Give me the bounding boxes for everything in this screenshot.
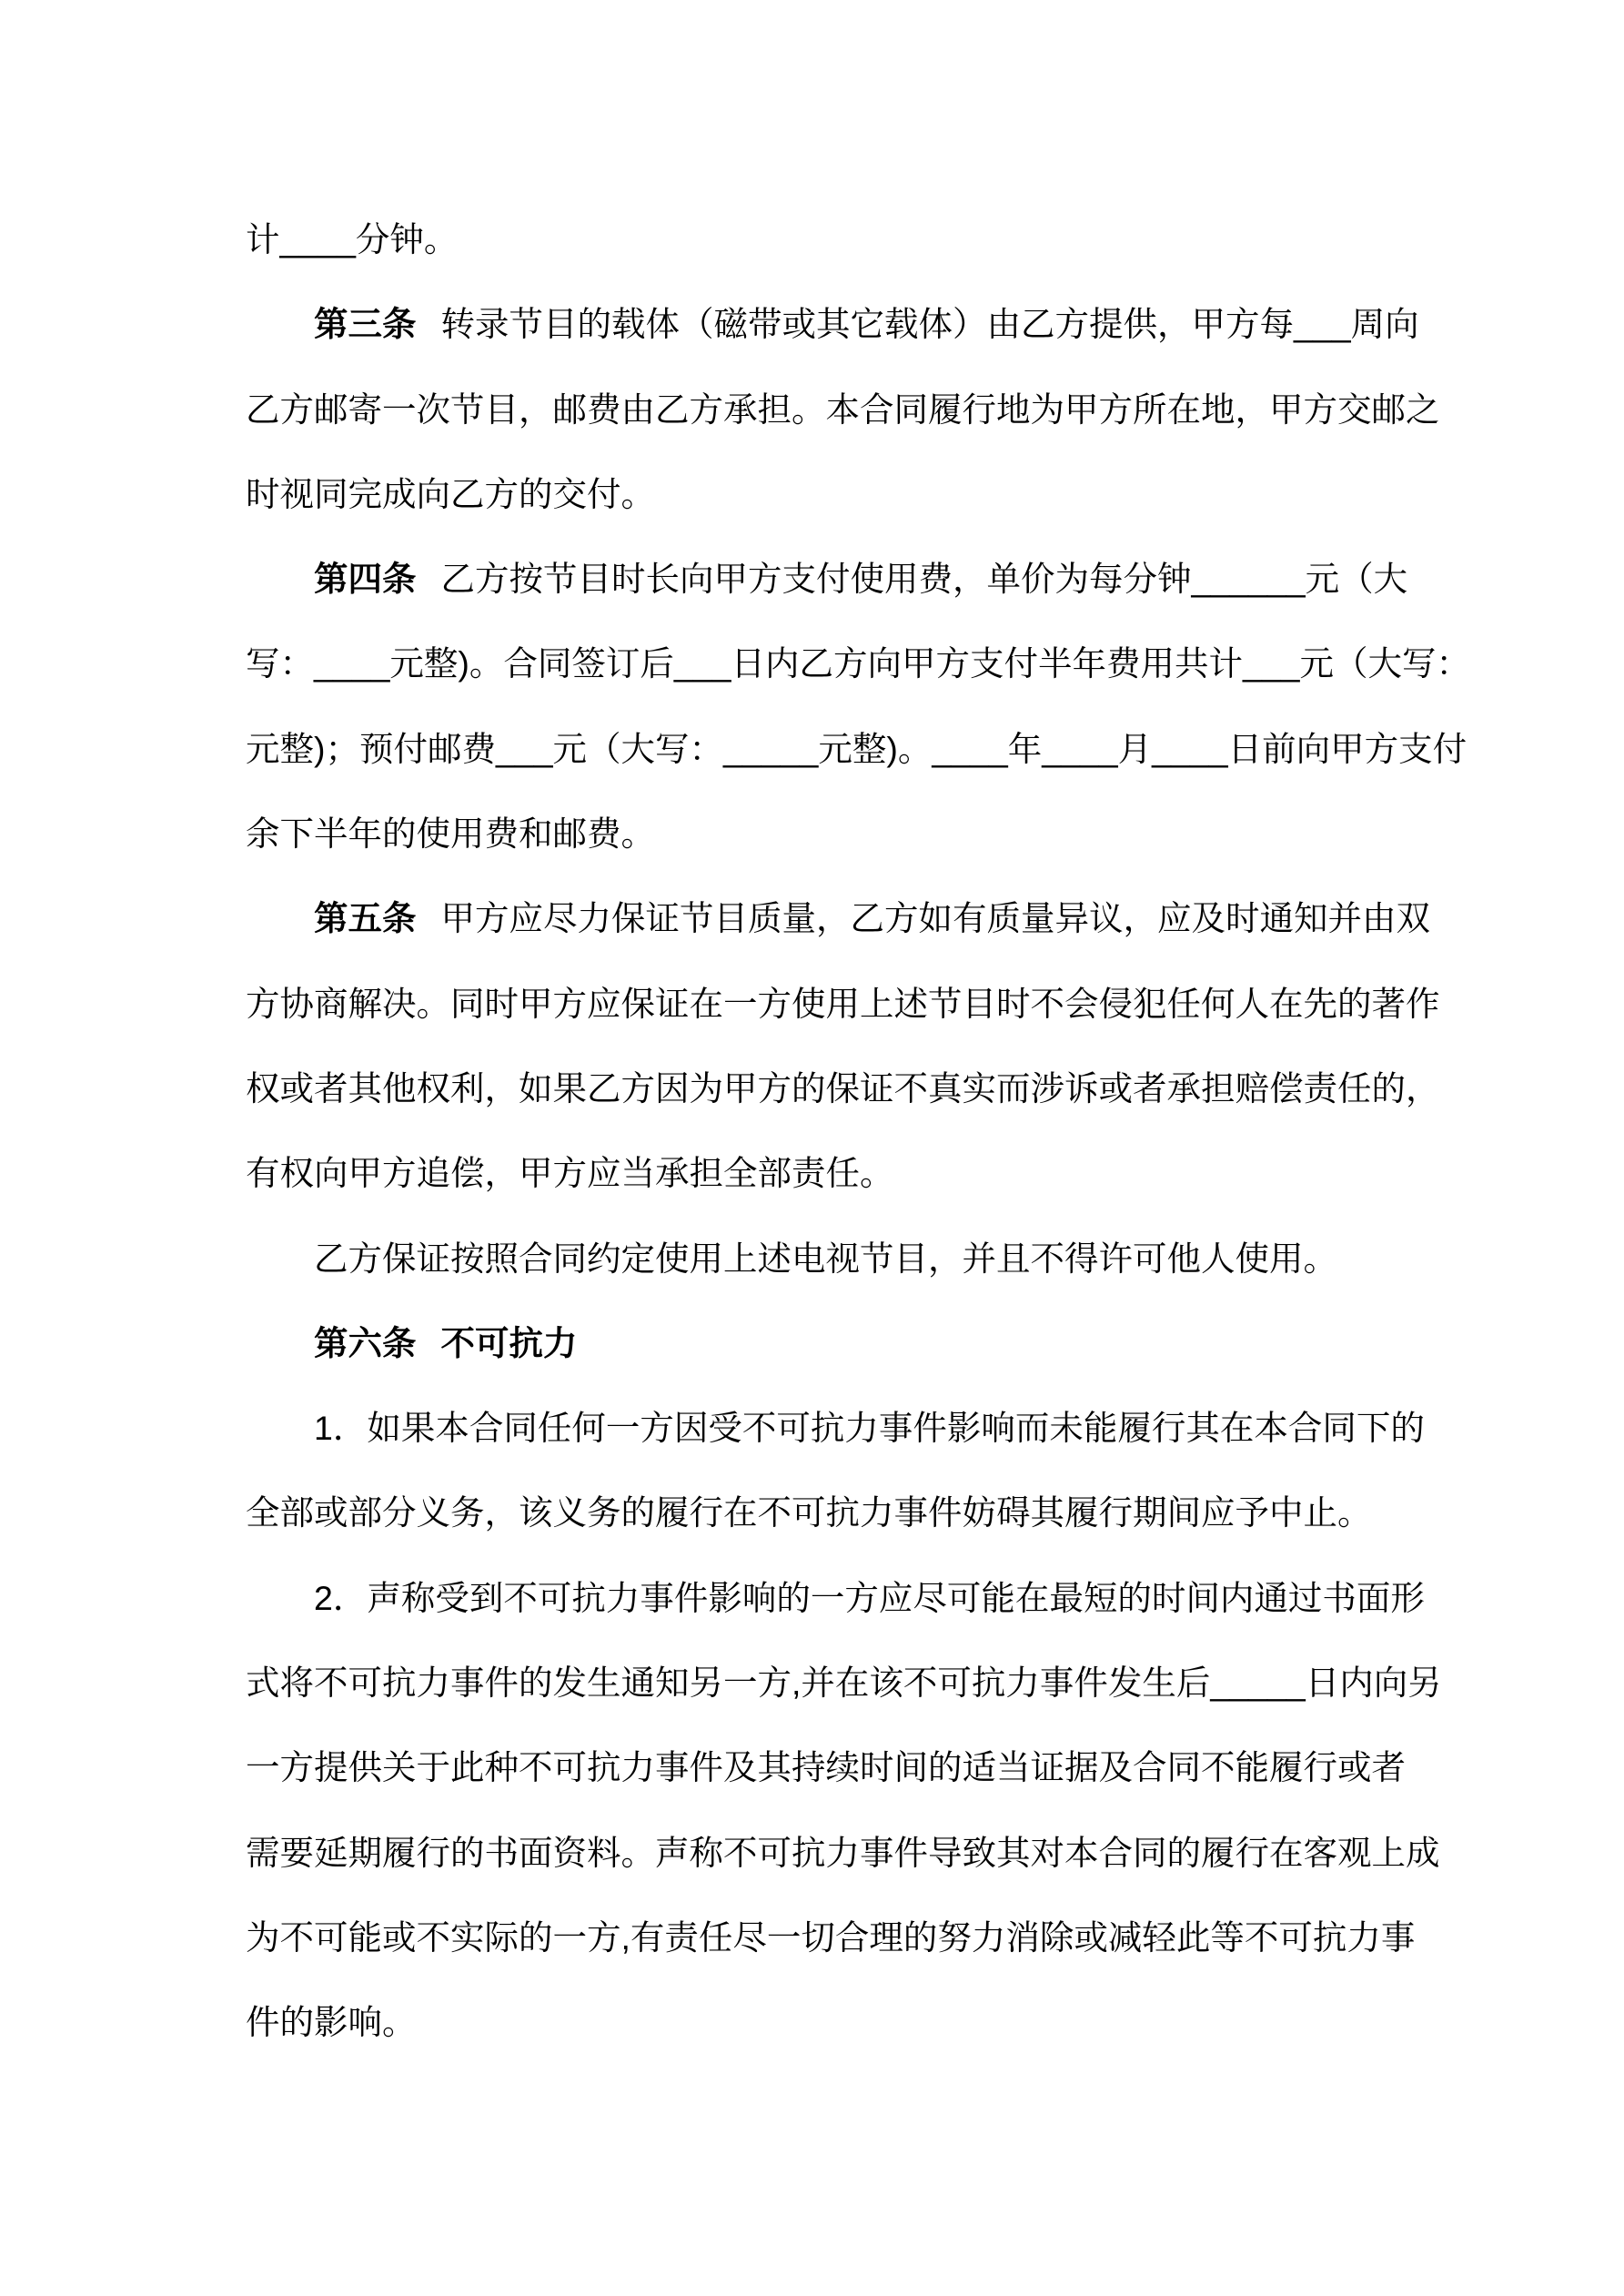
clause-body-text: 有权向甲方追偿，甲方应当承担全部责任。 xyxy=(246,1154,894,1193)
clause-body-text: 乙方邮寄一次节目，邮费由乙方承担。本合同履行地为甲方所在地，甲方交邮之 xyxy=(246,389,1440,429)
clause-body-text: 转录节目的载体（磁带或其它载体）由乙方提供，甲方每___周向 xyxy=(440,305,1419,344)
clause-body-text: 一方提供关于此种不可抗力事件及其持续时间的适当证据及合同不能履行或者 xyxy=(246,1748,1406,1787)
clause-heading-text: 第三条 xyxy=(314,305,417,344)
contract-line xyxy=(246,1131,1476,1216)
clause-heading-text: 第四条 xyxy=(314,560,417,599)
clause-body-text: 余下半年的使用费和邮费。 xyxy=(246,814,655,854)
clause-heading-text: 第六条 xyxy=(314,1323,417,1362)
clause-body-text: 乙方保证按照合同约定使用上述电视节目，并且不得许可他人使用。 xyxy=(314,1239,1337,1278)
clause-body-text: 甲方应尽力保证节目质量，乙方如有质量异议，应及时通知并由双 xyxy=(440,899,1430,938)
clause-body-text: 元整)；预付邮费___元（大写：_____元整)。____年____月____日前向甲方支付 xyxy=(246,729,1468,768)
contract-line xyxy=(246,962,1476,1047)
contract-body xyxy=(246,197,1476,2066)
clause-body-text: 乙方按节目时长向甲方支付使用费，单价为每分钟______元（大 xyxy=(440,560,1408,599)
clause-heading-text: 不可抗力 xyxy=(440,1323,578,1362)
contract-line xyxy=(246,452,1476,537)
clause-body-text: 全部或部分义务，该义务的履行在不可抗力事件妨碍其履行期间应予中止。 xyxy=(246,1493,1372,1532)
clause-body-text: 需要延期履行的书面资料。声称不可抗力事件导致其对本合同的履行在客观上成 xyxy=(246,1833,1440,1872)
contract-line xyxy=(246,792,1476,876)
clause-body-text: 2．声称受到不可抗力事件影响的一方应尽可能在最短的时间内通过书面形 xyxy=(314,1578,1425,1617)
contract-line xyxy=(246,1217,1476,1301)
contract-line xyxy=(246,1386,1476,1471)
contract-line xyxy=(246,1641,1476,1725)
contract-line xyxy=(246,537,1476,622)
clause-body-text: 式将不可抗力事件的发生通知另一方,并在该不可抗力事件发生后_____日内向另 xyxy=(246,1664,1442,1703)
clause-body-text: 权或者其他权利，如果乙方因为甲方的保证不真实而涉诉或者承担赔偿责任的， xyxy=(246,1068,1440,1108)
clause-body-text: 1．如果本合同任何一方因受不可抗力事件影响而未能履行其在本合同下的 xyxy=(314,1409,1425,1448)
clause-body-text: 时视同完成向乙方的交付。 xyxy=(246,474,655,513)
clause-body-text: 写：____元整)。合同签订后___日内乙方向甲方支付半年费用共计___元（大写： xyxy=(246,644,1471,683)
contract-line xyxy=(246,1471,1476,1555)
contract-line xyxy=(246,1301,1476,1386)
contract-line xyxy=(246,197,1476,282)
contract-line xyxy=(246,1047,1476,1131)
clause-body-text: 方协商解决。同时甲方应保证在一方使用上述节目时不会侵犯任何人在先的著作 xyxy=(246,984,1440,1023)
contract-line xyxy=(246,1811,1476,1896)
contract-line xyxy=(246,282,1476,367)
contract-line xyxy=(246,876,1476,961)
clause-body-text: 件的影响。 xyxy=(246,2003,417,2042)
contract-line xyxy=(246,707,1476,792)
contract-line xyxy=(246,1725,1476,1810)
contract-line xyxy=(246,622,1476,706)
contract-line xyxy=(246,368,1476,452)
contract-line xyxy=(246,1980,1476,2065)
clause-heading-text: 第五条 xyxy=(314,899,417,938)
clause-body-text: 为不可能或不实际的一方,有责任尽一切合理的努力消除或减轻此等不可抗力事 xyxy=(246,1917,1416,1957)
contract-line xyxy=(246,1896,1476,1980)
clause-body-text: 计____分钟。 xyxy=(246,220,459,258)
contract-line xyxy=(246,1556,1476,1641)
